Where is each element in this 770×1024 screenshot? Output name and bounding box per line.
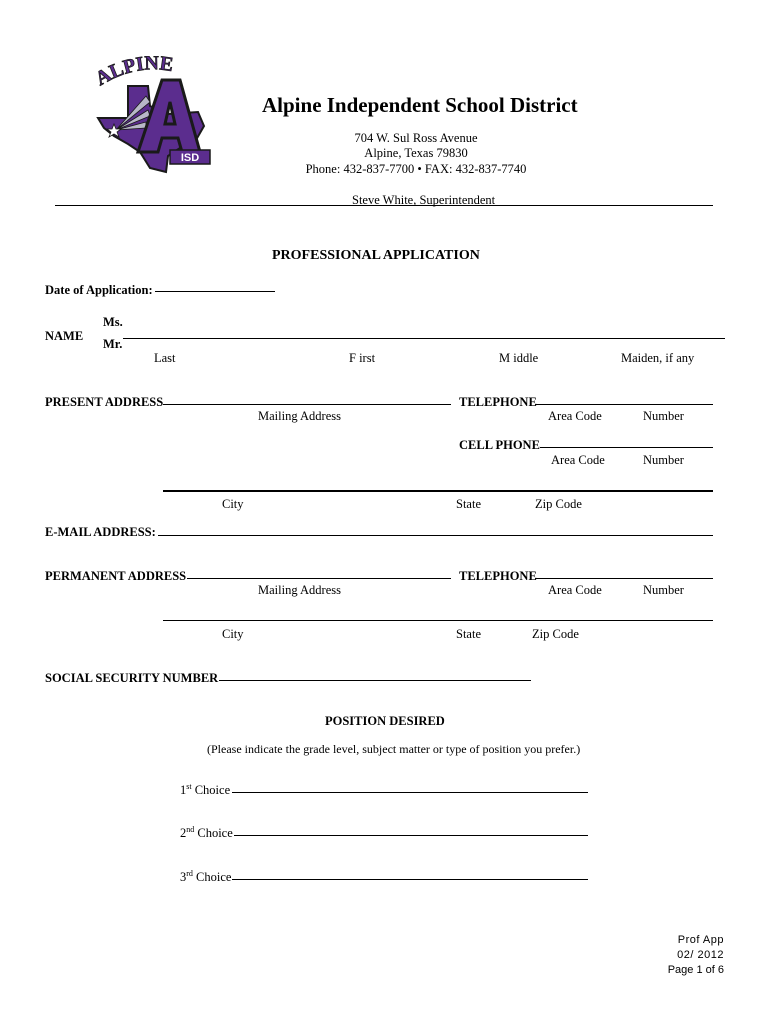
cell-phone-label: CELL PHONE bbox=[459, 438, 540, 452]
ms-label: Ms. bbox=[103, 315, 123, 329]
permanent-mailing-caption: Mailing Address bbox=[258, 583, 341, 597]
permanent-area-caption: Area Code bbox=[548, 583, 602, 597]
permanent-telephone-label: TELEPHONE bbox=[459, 569, 537, 583]
choice-3-label bbox=[180, 870, 231, 885]
position-desired-title: POSITION DESIRED bbox=[325, 714, 445, 728]
choice-1-word: Choice bbox=[191, 783, 231, 797]
superintendent: Steve White, Superintendent bbox=[352, 193, 496, 207]
telephone-field[interactable] bbox=[535, 404, 713, 405]
permanent-zip-caption: Zip Code bbox=[532, 627, 579, 641]
header-divider bbox=[55, 205, 713, 206]
name-field[interactable] bbox=[123, 338, 725, 339]
choice-2-field[interactable] bbox=[234, 835, 588, 836]
choice-2-label bbox=[180, 826, 233, 841]
present-city-caption: City bbox=[222, 497, 244, 511]
phone-fax-line: Phone: 432-837-7700 • FAX: 432-837-7740 bbox=[305, 162, 527, 176]
position-note: (Please indicate the grade level, subject matter or type of position you prefer.) bbox=[207, 742, 581, 756]
choice-1-field[interactable] bbox=[232, 792, 588, 793]
present-address-field[interactable] bbox=[163, 404, 451, 405]
choice-1-label bbox=[180, 783, 230, 798]
form-title: PROFESSIONAL APPLICATION bbox=[272, 248, 480, 263]
logo-arc-text: ALPINE bbox=[91, 56, 175, 91]
first-caption: F irst bbox=[349, 351, 376, 365]
maiden-caption: Maiden, if any bbox=[621, 351, 695, 365]
permanent-city-field[interactable] bbox=[163, 620, 713, 621]
ssn-field[interactable] bbox=[219, 680, 531, 681]
permanent-city-caption: City bbox=[222, 627, 244, 641]
cell-phone-field[interactable] bbox=[540, 447, 713, 448]
telephone-label: TELEPHONE bbox=[459, 395, 537, 409]
middle-caption: M iddle bbox=[499, 351, 539, 365]
choice-1-suffix: st bbox=[186, 781, 192, 791]
permanent-telephone-field[interactable] bbox=[535, 578, 713, 579]
mr-label: Mr. bbox=[103, 337, 123, 351]
address-line-2: Alpine, Texas 79830 bbox=[364, 146, 468, 160]
footer-date: 02/ 2012 bbox=[677, 949, 724, 961]
permanent-address-label: PERMANENT ADDRESS bbox=[45, 569, 187, 583]
telephone-number-caption: Number bbox=[643, 409, 684, 423]
permanent-number-caption: Number bbox=[643, 583, 684, 597]
choice-2-suffix: nd bbox=[186, 824, 195, 834]
present-address-label: PRESENT ADDRESS bbox=[45, 395, 164, 409]
telephone-area-caption: Area Code bbox=[548, 409, 602, 423]
isd-badge-text: ISD bbox=[180, 152, 200, 164]
district-title: Alpine Independent School District bbox=[262, 93, 578, 117]
choice-3-word: Choice bbox=[192, 870, 232, 884]
choice-3-suffix: rd bbox=[186, 868, 193, 878]
date-field[interactable] bbox=[155, 291, 275, 292]
choice-2-ordinal: 2 bbox=[180, 826, 187, 840]
date-label: Date of Application: bbox=[45, 283, 153, 297]
name-label: NAME bbox=[45, 329, 84, 343]
present-zip-caption: Zip Code bbox=[535, 497, 582, 511]
footer-page-number: Page 1 of 6 bbox=[667, 964, 724, 976]
present-state-caption: State bbox=[456, 497, 481, 511]
choice-1-ordinal: 1 bbox=[180, 783, 187, 797]
choice-2-word: Choice bbox=[194, 826, 233, 840]
permanent-state-caption: State bbox=[456, 627, 481, 641]
permanent-address-field[interactable] bbox=[187, 578, 451, 579]
email-field[interactable] bbox=[158, 535, 713, 536]
choice-3-ordinal: 3 bbox=[180, 870, 187, 884]
present-city-field[interactable] bbox=[163, 490, 713, 492]
address-line-1: 704 W. Sul Ross Avenue bbox=[354, 131, 478, 145]
ssn-label: SOCIAL SECURITY NUMBER bbox=[45, 671, 219, 685]
last-caption: Last bbox=[154, 351, 176, 365]
alpine-isd-logo bbox=[88, 56, 218, 178]
email-label: E-MAIL ADDRESS: bbox=[45, 525, 156, 539]
choice-3-field[interactable] bbox=[232, 879, 588, 880]
cell-number-caption: Number bbox=[643, 453, 684, 467]
present-mailing-caption: Mailing Address bbox=[258, 409, 341, 423]
cell-area-caption: Area Code bbox=[551, 453, 605, 467]
footer-prof-app: Prof App bbox=[677, 934, 724, 946]
